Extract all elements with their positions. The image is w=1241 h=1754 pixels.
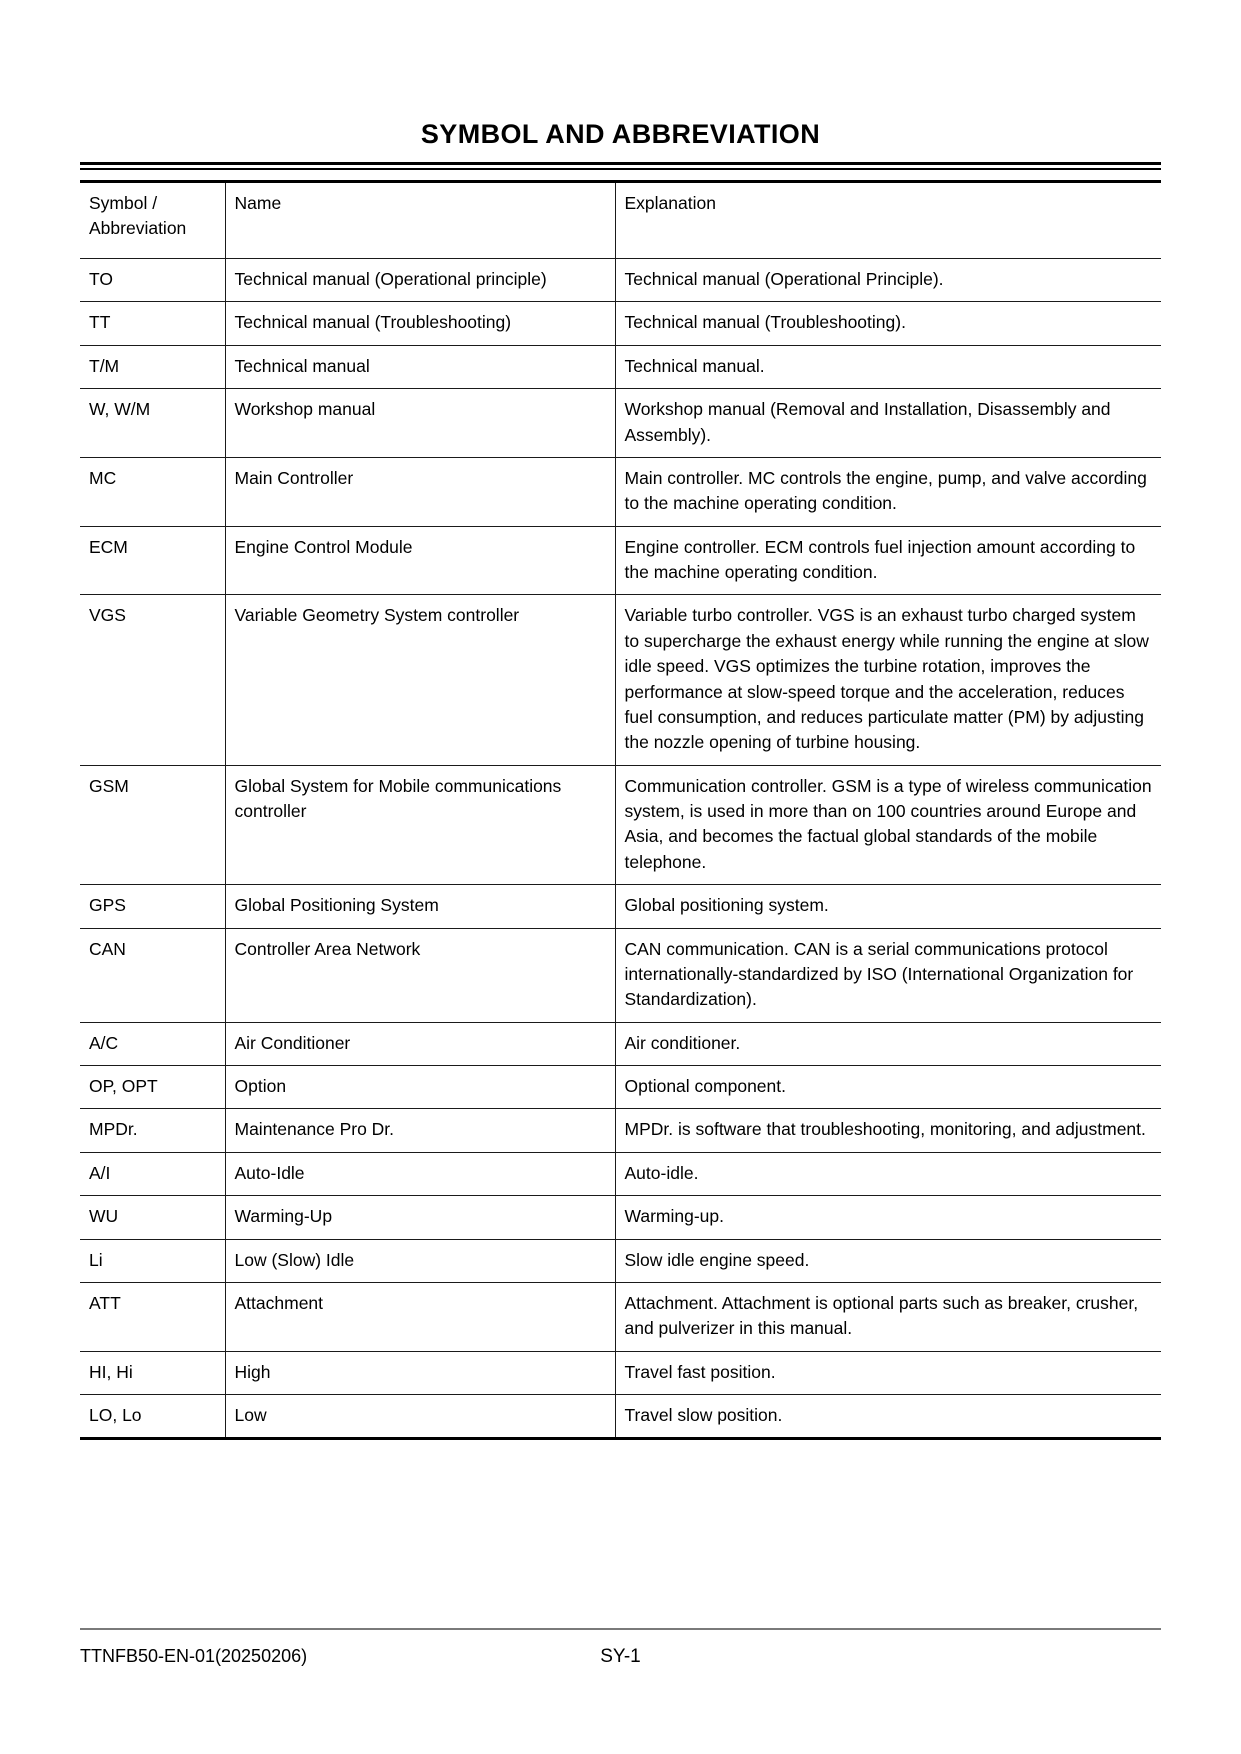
cell-name: Maintenance Pro Dr. xyxy=(225,1109,615,1152)
table-row xyxy=(80,928,1161,1022)
page-title: SYMBOL AND ABBREVIATION xyxy=(420,119,821,149)
cell-symbol: TO xyxy=(80,259,225,302)
cell-name: Attachment xyxy=(225,1282,615,1351)
table-row xyxy=(80,1282,1161,1351)
cell-explanation: Technical manual. xyxy=(615,345,1161,388)
cell-explanation: Auto-idle. xyxy=(615,1152,1161,1195)
cell-name: Technical manual (Troubleshooting) xyxy=(225,302,615,345)
table-row xyxy=(80,1066,1161,1109)
cell-explanation: Technical manual (Operational Principle). xyxy=(615,259,1161,302)
cell-name: Global Positioning System xyxy=(225,885,615,928)
table-row xyxy=(80,1239,1161,1282)
table-row xyxy=(80,457,1161,526)
page-footer xyxy=(80,1628,1161,1676)
cell-explanation: Engine controller. ECM controls fuel injection amount according to the machine operating condition. xyxy=(615,526,1161,595)
cell-explanation: Air conditioner. xyxy=(615,1022,1161,1065)
cell-explanation: MPDr. is software that troubleshooting, monitoring, and adjustment. xyxy=(615,1109,1161,1152)
table-row xyxy=(80,345,1161,388)
table-row xyxy=(80,259,1161,302)
table-row xyxy=(80,1152,1161,1195)
cell-explanation: Global positioning system. xyxy=(615,885,1161,928)
abbreviation-table-wrapper xyxy=(80,180,1161,1440)
cell-symbol: HI, Hi xyxy=(80,1351,225,1394)
cell-symbol: Li xyxy=(80,1239,225,1282)
table-row xyxy=(80,1395,1161,1438)
cell-name: Technical manual (Operational principle) xyxy=(225,259,615,302)
table-bottom-rule xyxy=(80,1437,1161,1440)
cell-name: Low (Slow) Idle xyxy=(225,1239,615,1282)
cell-symbol: ATT xyxy=(80,1282,225,1351)
cell-symbol: CAN xyxy=(80,928,225,1022)
cell-symbol: A/C xyxy=(80,1022,225,1065)
cell-symbol: T/M xyxy=(80,345,225,388)
table-row xyxy=(80,302,1161,345)
cell-name: Controller Area Network xyxy=(225,928,615,1022)
cell-explanation: Technical manual (Troubleshooting). xyxy=(615,302,1161,345)
table-row xyxy=(80,595,1161,765)
cell-symbol: VGS xyxy=(80,595,225,765)
cell-symbol: MC xyxy=(80,457,225,526)
table-row xyxy=(80,1351,1161,1394)
column-header-name: Name xyxy=(225,183,615,259)
title-rule-lower xyxy=(80,168,1161,170)
table-row xyxy=(80,389,1161,458)
cell-explanation: Attachment. Attachment is optional parts such as breaker, crusher, and pulverizer in this manual. xyxy=(615,1282,1161,1351)
cell-symbol: TT xyxy=(80,302,225,345)
cell-symbol: GPS xyxy=(80,885,225,928)
table-row xyxy=(80,526,1161,595)
cell-explanation: Optional component. xyxy=(615,1066,1161,1109)
cell-explanation: Main controller. MC controls the engine, pump, and valve according to the machine operating condition. xyxy=(615,457,1161,526)
cell-name: Option xyxy=(225,1066,615,1109)
cell-symbol: MPDr. xyxy=(80,1109,225,1152)
column-header-symbol xyxy=(80,183,225,259)
footer-document-code: TTNFB50-EN-01(20250206) xyxy=(80,1646,308,1666)
table-row xyxy=(80,1196,1161,1239)
cell-explanation: Travel fast position. xyxy=(615,1351,1161,1394)
cell-name: Auto-Idle xyxy=(225,1152,615,1195)
cell-name: Engine Control Module xyxy=(225,526,615,595)
table-row xyxy=(80,765,1161,885)
column-header-symbol-line1: Symbol / xyxy=(89,193,158,213)
table-header-row xyxy=(80,183,1161,259)
cell-name: High xyxy=(225,1351,615,1394)
footer-page-number: SY-1 xyxy=(600,1646,641,1667)
table-row xyxy=(80,885,1161,928)
cell-symbol: WU xyxy=(80,1196,225,1239)
cell-explanation: Warming-up. xyxy=(615,1196,1161,1239)
cell-name: Low xyxy=(225,1395,615,1438)
table-row xyxy=(80,1109,1161,1152)
cell-symbol: W, W/M xyxy=(80,389,225,458)
cell-explanation: Variable turbo controller. VGS is an exhaust turbo charged system to supercharge the exhaust energy while running the engine at slow idle speed. VGS optimizes the turbine rotation, improves the performance at slow-speed torque and the acceleration, reduces fuel consumption, and reduces particulate matter (PM) by adjusting the nozzle opening of turbine housing. xyxy=(615,595,1161,765)
footer-row xyxy=(80,1646,1161,1676)
cell-symbol: A/I xyxy=(80,1152,225,1195)
abbreviation-table xyxy=(80,183,1161,1438)
cell-explanation: CAN communication. CAN is a serial communications protocol internationally-standardized by ISO (International Organization for Standardization). xyxy=(615,928,1161,1022)
cell-explanation: Communication controller. GSM is a type of wireless communication system, is used in more than on 100 countries around Europe and Asia, and becomes the factual global standards of the mobile telephone. xyxy=(615,765,1161,885)
column-header-symbol-line2: Abbreviation xyxy=(89,218,187,239)
cell-symbol: LO, Lo xyxy=(80,1395,225,1438)
cell-name: Variable Geometry System controller xyxy=(225,595,615,765)
cell-name: Technical manual xyxy=(225,345,615,388)
cell-name: Global System for Mobile communications controller xyxy=(225,765,615,885)
column-header-explanation: Explanation xyxy=(615,183,1161,259)
cell-symbol: GSM xyxy=(80,765,225,885)
cell-name: Warming-Up xyxy=(225,1196,615,1239)
cell-explanation: Slow idle engine speed. xyxy=(615,1239,1161,1282)
cell-name: Main Controller xyxy=(225,457,615,526)
cell-name: Air Conditioner xyxy=(225,1022,615,1065)
table-row xyxy=(80,1022,1161,1065)
title-block xyxy=(80,120,1161,170)
cell-symbol: OP, OPT xyxy=(80,1066,225,1109)
footer-rule xyxy=(80,1628,1161,1630)
cell-explanation: Travel slow position. xyxy=(615,1395,1161,1438)
cell-symbol: ECM xyxy=(80,526,225,595)
cell-explanation: Workshop manual (Removal and Installation, Disassembly and Assembly). xyxy=(615,389,1161,458)
cell-name: Workshop manual xyxy=(225,389,615,458)
